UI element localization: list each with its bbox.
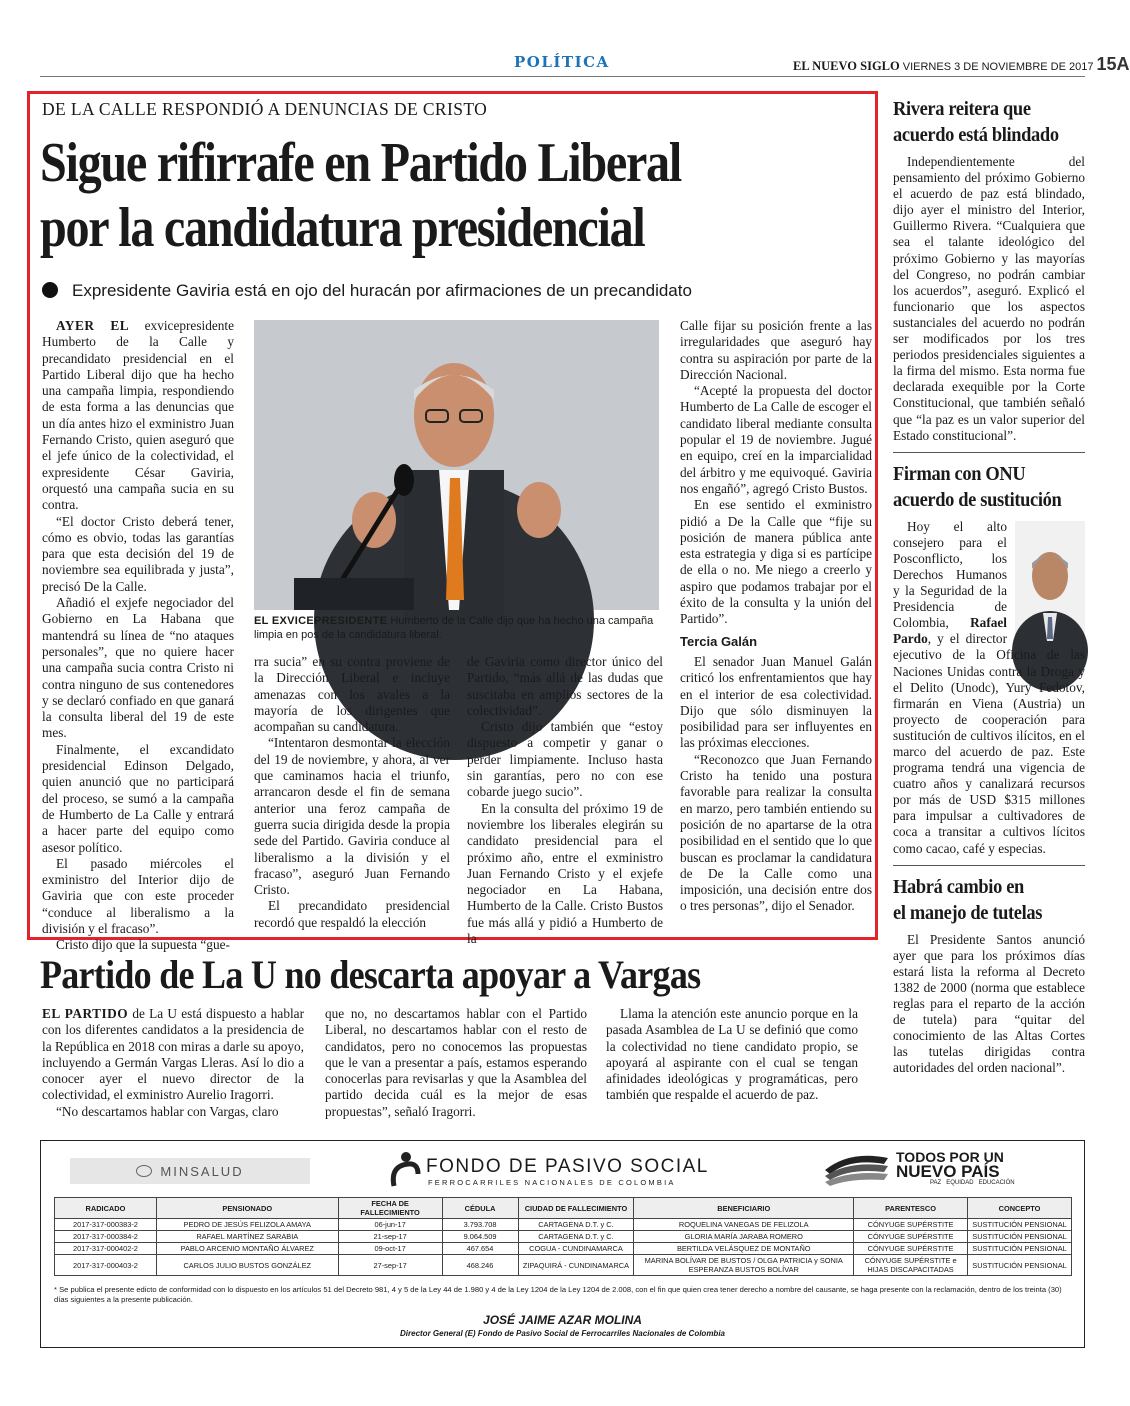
table-row: 2017-317-000402-2 PABLO ARCENIO MONTAÑO ÁLVAREZ 09-oct-17 467.654 COGUA - CUNDINAMARCA BERTILDA VELÁSQUEZ DE MONTAÑO CÓNYUGE SUPÉRSTITE SUSTITUCIÓN PENSIONAL: [55, 1243, 1072, 1255]
masthead: [793, 54, 1130, 75]
table-row: 2017-317-000384-2 RAFAEL MARTÍNEZ SARABIA 21-sep-17 9.064.509 CARTAGENA D.T. y C. GLORIA MARÍA JARABA ROMERO CÓNYUGE SUPÉRSTITE SUSTITUCIÓN PENSIONAL: [55, 1231, 1072, 1243]
brief-title: Habrá cambio en el manejo de tutelas: [893, 875, 1043, 924]
caption-lead: EL EXVICEPRESIDENTE: [254, 615, 388, 627]
brief-title: Rivera reitera que acuerdo está blindado: [893, 98, 1059, 146]
photo-caption: [254, 614, 664, 642]
brief-text: El Presidente Santos anunció ayer que para los próximos días estará lista la reforma al Decreto 1382 de 2000 (norma que establece reglas para el reparto de la acción de tutela) para “quitar del conocimiento de las Altas Cortes las tutelas dirigidas contra autoridades del orden nacional”.: [893, 931, 1085, 1076]
portrait-illustration: [1015, 521, 1085, 641]
bullet-icon: [42, 282, 58, 298]
header-rule: [40, 76, 1085, 77]
paragraph: Calle fijar su posición frente a las irregularidades que aseguró hay contra su aspiración por parte de la Dirección Nacional.: [680, 318, 872, 382]
brief-text: Hoy el alto consejero para el Posconflicto, los Derechos Humanos y la Seguridad de la Presidencia de Colombia, Rafael Pardo, y el director ejecutivo de la Oficina de las Naciones Unidas contra la Droga y el Delito (Unodc), Yury Fedotov, firmarán en Viena (Austria) un proyecto de cooperación para sustitución de cultivos ilícitos, en el marco del acuerdo de paz. Este programa tendrá una vigencia de cuatro años y canalizará recursos por más de USD $315 millones para impulsar a cultivadores de coca a transitar a cultivos lícitos como cacao, café y especias.: [893, 519, 1085, 857]
lead-in: AYER EL: [56, 318, 130, 333]
story-kicker: DE LA CALLE RESPONDIÓ A DENUNCIAS DE CRISTO: [42, 99, 488, 119]
second-headline: Partido de La U no descarta apoyar a Vargas: [40, 952, 701, 997]
portrait-photo: [1015, 521, 1085, 641]
signer-name: JOSÉ JAIME AZAR MOLINA: [483, 1313, 642, 1327]
divider: [893, 452, 1085, 453]
seal-icon: [136, 1165, 152, 1177]
gov-slogan-logo: [820, 1148, 1060, 1188]
subheading: Tercia Galán: [680, 633, 758, 649]
paragraph: “No descartamos hablar con Vargas, claro: [56, 1103, 279, 1119]
divider: [893, 865, 1085, 866]
paragraph: En ese sentido el exministro pidió a De la Calle que “fije su posición de manera pública ante esta estrategia y diga si es partícipe de ella o no. Me niego a creerlo y aspiro que podamos trabajar por el éxito de la consulta y la unión del Partido”.: [680, 497, 872, 627]
sidebar-brief-2: [893, 461, 1085, 857]
gov-slogan-1: TODOS POR UN: [896, 1149, 1004, 1165]
paragraph: de Gaviria como director único del Partido, “más allá de las dudas que suscitaba en amplios sectores de la colectividad”.: [467, 654, 663, 718]
legal-note: * Se publica el presente edicto de conformidad con lo dispuesto en los artículos 51 del Decreto 981, 4 y 5 de la Ley 44 de 1.980 y 4 de la Ley 1204 de la Ley 1204 de 2.008, con el fin que quien crea tener derecho a nombre del causante, se haga presente con la reclamación, dentro de los treinta (30) días siguientes a la presente publicación.: [54, 1285, 1062, 1304]
paragraph: Cristo dijo también que “estoy dispuesto a competir y ganar o perder limpiamente. Incluso hasta sin garantías, pero no con ese cobarde juego sucio”.: [467, 719, 663, 800]
paragraph: “El doctor Cristo deberá tener, cómo es obvio, todas las garantías para que esta decisión del 19 de noviembre sea equilibrada y justa”, precisó De la Calle.: [42, 513, 234, 594]
paragraph: El pasado miércoles el exministro del Interior dijo de Gaviria que con este proceder “conduce al liberalismo a la división y el fracaso”.: [42, 855, 234, 936]
second-story-column-2: [325, 1006, 587, 1120]
headline-line-1: Sigue rifirrafe en Partido Liberal: [40, 132, 681, 194]
paragraph: Cristo dijo que la supuesta “gue-: [56, 937, 230, 953]
story-column-1: [42, 318, 234, 954]
paragraph: AYER EL exvicepresidente Humberto de la Calle y precandidato presidencial en el Partido Liberal dijo que ha hecho una campaña limpia, respondiendo de esta forma a las denuncias que un día antes hizo el exministro Juan Fernando Cristo, quien aseguró que el jefe único de la colectividad, el expresidente César Gaviria, orquestó una campaña sucia en su contra.: [42, 318, 234, 513]
story-column-2: [254, 654, 450, 931]
paragraph: “Intentaron desmontar la elección del 19 de noviembre, y ahora, al ver que caminamos hacia el triunfo, arrancaron desde el fin de semana anterior una feroz campaña de guerra sucia dirigida desde la propia sede del Partido. Gaviria conduce al liberalismo a la división y el fracaso”, aseguró Juan Fernando Cristo.: [254, 735, 450, 898]
story-column-3: [467, 654, 663, 947]
brief-text: Independientemente del pensamiento del próximo Gobierno el acuerdo de paz está blindado, dijo ayer el ministro del Interior, Guillermo Rivera. “Cualquiera que sea el talante ideológico del próximo Gobierno y las mayorías del Congreso, no podrán cambiar los acuerdos”, aseguró. Explicó el funcionario que los aspectos sustanciales del acuerdo no podrán ser modificados por los tres periodos presidenciales siguientes a la firma del mismo. Esta norma fue declarada exequible por la Corte Constitucional, que también señaló que “la paz es un valor superior del Estado constitucional”.: [893, 154, 1085, 443]
brief-title: Firman con ONU acuerdo de sustitución: [893, 462, 1062, 511]
sidebar-brief-3: [893, 874, 1085, 1077]
table-row: 2017-317-000403-2 CARLOS JULIO BUSTOS GONZÁLEZ 27-sep-17 468.246 ZIPAQUIRÁ - CUNDINAMARCA MARINA BOLÍVAR DE BUSTOS / OLGA PATRICIA y SONIA ESPERANZA BUSTOS BOLÍVAR CÓNYUGE SUPÉRSTITE e HIJAS DISCAPACITADAS SUSTITUCIÓN PENSIONAL: [55, 1255, 1072, 1276]
fondo-emblem-icon: [388, 1148, 422, 1192]
story-deck: [42, 281, 692, 301]
issue-date: VIERNES 3 DE NOVIEMBRE DE 2017: [902, 61, 1094, 73]
paragraph: El senador Juan Manuel Galán criticó los enfrentamientos que hay en el interior de esa colectividad. Dijo que sólo disminuyen la posibilidad para ser influyentes en las próximas elecciones.: [680, 653, 872, 751]
table-header-row: RADICADO PENSIONADO FECHA DE FALLECIMIENTO CÉDULA CIUDAD DE FALLECIMIENTO BENEFICIARIO PARENTESCO CONCEPTO: [55, 1198, 1072, 1219]
paragraph: “Reconozco que Juan Fernando Cristo ha tenido una postura favorable para realizar la consulta en marzo, pero también entiendo su posición de no apartarse de la otra posibilidad en el sentido que lo que buscan es proclamar la candidatura de De la Calle como una imposición, una decisión entre dos o tres personas”, dijo el Senador.: [680, 751, 872, 914]
section-label: POLÍTICA: [514, 53, 610, 71]
paragraph: “Acepté la propuesta del doctor Humberto de La Calle de escoger el candidato liberal mediante consulta popular el 19 de noviembre. Jugué en equipo, creí en la imparcialidad del árbitro y me equivoqué. Gaviria nos engañó”, agregó Cristo Bustos.: [680, 383, 872, 496]
headline-line-2: por la candidatura presidencial: [40, 197, 645, 259]
story-column-4: [680, 318, 872, 915]
sidebar: [893, 96, 1085, 1077]
minsalud-logo: MINSALUD: [70, 1158, 310, 1184]
main-headline: [40, 131, 754, 261]
gov-slogan-2: NUEVO PAÍS: [896, 1162, 1000, 1181]
table-row: 2017-317-000383-2 PEDRO DE JESÚS FELIZOLA AMAYA 06-jun-17 3.793.708 CARTAGENA D.T. y C. ROQUELINA VANEGAS DE FELIZOLA CÓNYUGE SUPÉRSTITE SUSTITUCIÓN PENSIONAL: [55, 1219, 1072, 1231]
story-photo: [254, 320, 659, 610]
deck-text: Expresidente Gaviria está en ojo del huracán por afirmaciones de un precandidato: [72, 281, 692, 300]
speaker-photo-illustration: [254, 320, 659, 610]
paragraph: rra sucia” en su contra proviene de la Dirección Liberal e incluye amenazas con los avales a la mayoría de los dirigentes que acompañan su candidatura.: [254, 654, 450, 735]
page-number: 15A: [1096, 54, 1130, 74]
paragraph: EL PARTIDO de La U está dispuesto a hablar con los diferentes candidatos a la presidencia de la República en 2018 con miras a darle su apoyo, incluyendo a Germán Vargas Lleras. Así lo dio a conocer ayer el nuevo director de la colectividad, el exministro Aurelio Iragorri.: [42, 1006, 304, 1103]
fondo-pasivo-logo: [388, 1148, 709, 1192]
flag-swoosh-icon: [820, 1150, 890, 1188]
newspaper-name: EL NUEVO SIGLO: [793, 59, 900, 73]
beneficiaries-table: [54, 1197, 1072, 1276]
paragraph: Finalmente, el excandidato presidencial Edinson Delgado, quien anunció que no participará del proceso, se sumó a la campaña de Humberto de La Calle y entrará a hacer parte del equipo como asesor político.: [42, 741, 234, 855]
caption-text: Humberto de la Calle dijo que ha hecho una campaña limpia en pos de la candidatura liberal.: [254, 615, 654, 641]
paragraph: Añadió el exjefe negociador del Gobierno en La Habana que mantendrá su línea de “no ataques personales”, que no quiere hacer una campaña sucia contra Cristo ni contra ninguno de sus contenedores y se declaró confiado en que ganará la consulta liberal del 19 de este mes.: [42, 595, 234, 741]
second-story-column-1: [42, 1006, 304, 1120]
fondo-subtitle: FERROCARRILES NACIONALES DE COLOMBIA: [428, 1178, 676, 1187]
second-story-column-3: [606, 1006, 858, 1104]
signer-role: Director General (E) Fondo de Pasivo Social de Ferrocarriles Nacionales de Colombia: [400, 1329, 725, 1338]
paragraph: El precandidato presidencial recordó que respaldó la elección: [254, 898, 450, 930]
fondo-title: FONDO DE PASIVO SOCIAL: [426, 1156, 709, 1177]
paragraph: En la consulta del próximo 19 de noviembre los liberales elegirán su candidato presidencial para el próximo año, entre el exministro Juan Fernando Cristo y el exjefe negociador en La Habana, Humberto de la Calle. Cristo Bustos fue más allá y pidió a Humberto de la: [467, 800, 663, 947]
sidebar-brief-1: [893, 96, 1085, 444]
gov-slogan-3: PAZ EQUIDAD EDUCACIÓN: [930, 1180, 1015, 1186]
lead-in: EL PARTIDO: [42, 1006, 129, 1021]
paragraph: Llama la atención este anuncio porque en la pasada Asamblea de La U se definió que como la colectividad no tiene candidato propio, se apoyará al aspirante con el cual se tengan afinidades ideológicas y programáticas, pero también que respalde el acuerdo de paz.: [606, 1006, 858, 1103]
paragraph: que no, no descartamos hablar con el Partido Liberal, no descartamos hablar con el resto de candidatos, pero no conocemos las propuestas que le van a presentar a país, estamos esperando conocerlas para revisarlas y que la Asamblea del partido decida cuál es la mejor de esas propuestas”, señaló Iragorri.: [325, 1006, 587, 1119]
